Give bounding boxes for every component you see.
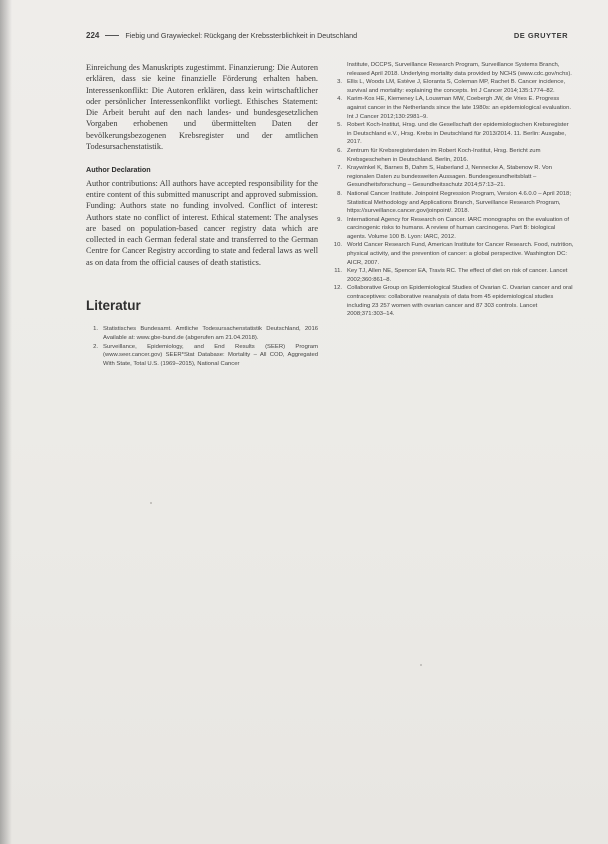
- reference-text: Institute, DCCPS, Surveillance Research Program, Surveillance Systems Branch, released April 2018. Underlying mortality data provided by NCHS (www.cdc.gov/nchs).: [347, 62, 572, 77]
- running-header: [86, 28, 568, 42]
- reference-item: [330, 216, 574, 242]
- reference-item: [330, 95, 574, 121]
- reference-number: 6.: [337, 147, 342, 154]
- page-number: 224: [86, 30, 100, 40]
- reference-number: [330, 61, 347, 78]
- reference-number: 7.: [337, 165, 342, 172]
- reference-item: [330, 61, 574, 78]
- reference-item: [330, 164, 574, 190]
- reference-item: [330, 121, 574, 147]
- reference-text: International Agency for Research on Cancer. IARC monographs on the evaluation of carcinogenic risks to humans. A review of human carcinogens. Part B: biological agents. Volume 100 B. Lyon: IARC, 2012.: [347, 216, 570, 240]
- reference-text: Ellis L, Woods LM, Estève J, Eloranta S, Coleman MP, Rachet B. Cancer incidence, survival and mortality: explaining the concepts. Int J Cancer 2014;135:1774–82.: [347, 79, 566, 94]
- reference-item: [330, 147, 574, 164]
- reference-number: 10.: [333, 242, 342, 249]
- reference-number: 12.: [333, 285, 342, 292]
- reference-item: [330, 241, 574, 267]
- reference-text: Statistisches Bundesamt. Amtliche Todesursachenstatistik Deutschland, 2016 Available at: www.gbe-bund.de (abgerufen am 21.04.2018).: [103, 326, 318, 341]
- right-column: [330, 61, 574, 319]
- reference-number: 5.: [337, 122, 342, 129]
- reference-item: [330, 190, 574, 216]
- declaration-paragraph: Author contributions: All authors have accepted responsibility for the entire content of this submitted manuscript and approved submission. Funding: Authors state no funding involved. Conflict of interest: Authors state no conflict of interest. Ethical statement: The analyses are based on population-based cancer registry data which are collected in each German federal state and transferred to the German Centre for Cancer Registry according to state and federal laws as well as on data from the official causes of death statistics.: [86, 178, 318, 267]
- reference-text: Key TJ, Allen NE, Spencer EA, Travis RC. The effect of diet on risk of cancer. Lancet 2002;360:861–8.: [347, 268, 568, 283]
- publisher-logo: DE GRUYTER: [513, 30, 568, 40]
- scan-dust-speck: [150, 502, 152, 504]
- scan-edge-shadow: [0, 0, 12, 844]
- reference-item: [86, 325, 318, 342]
- intro-paragraph: Einreichung des Manuskripts zugestimmt. Finanzierung: Die Autoren erklären, dass sie keine finanzielle Förderung erhalten haben. Interessenkonflikt: Die Autoren erklären, dass kein wirtschaftlicher oder persönlicher Interessenkonflikt vorliegt. Ethisches Statement: Die Arbeit beruht auf den nach landes- und bundesgesetzlichen Vorgaben erhobenen und übermittelten Daten der bevölkerungsbezogenen Krebsregister und der amtlichen Todesursachenstatistik.: [86, 63, 318, 152]
- reference-number: 3.: [337, 79, 342, 86]
- reference-number: 4.: [337, 96, 342, 103]
- reference-item: [330, 267, 574, 284]
- reference-text: World Cancer Research Fund, American Institute for Cancer Research. Food, nutrition, physical activity, and the prevention of cancer: a global perspective. Washington DC: AICR, 2007.: [347, 242, 574, 266]
- reference-text: Robert Koch-Institut, Hrsg. und die Gesellschaft der epidemiologischen Krebsregister in Deutschland e.V., Hrsg. Krebs in Deutschland für 2013/2014. 11. Berlin: Ausgabe, 2017.: [347, 122, 569, 146]
- reference-text: Zentrum für Krebsregisterdaten im Robert Koch-Institut, Hrsg. Bericht zum Krebsgeschehen in Deutschland. Berlin, 2016.: [347, 147, 541, 163]
- reference-text: Surveillance, Epidemiology, and End Results (SEER) Program (www.seer.cancer.gov) SEER*Stat Database: Mortality – All COD, Aggregated With State, Total U.S. (1969–2015), National Cancer: [103, 343, 318, 367]
- left-column: [86, 62, 318, 368]
- literatur-heading: Literatur: [86, 298, 141, 314]
- reference-text: Collaborative Group on Epidemiological Studies of Ovarian C. Ovarian cancer and oral contraceptives: collaborative reanalysis of data from 45 epidemiological studies including 23 257 women with ovarian cancer and 87 303 controls. Lancet 2008;371:303–14.: [347, 285, 573, 318]
- reference-text: National Cancer Institute. Joinpoint Regression Program, Version 4.6.0.0 – April 2018; Statistical Methodology and Applications Branch, Surveillance Research Program, https://surveillance.cancer.gov/joinpoint/. 2018.: [347, 190, 571, 215]
- scan-dust-speck: [420, 664, 422, 666]
- reference-text: Karim-Kos HE, Kiemeney LA, Louwman MW, Coebergh JW, de Vries E. Progress against cancer in the Netherlands since the late 1980s: an epidemiological evaluation. Int J Cancer 2012;130:2981–9.: [347, 96, 571, 120]
- reference-list-right: [330, 61, 574, 319]
- reference-item: [86, 343, 318, 369]
- reference-text: Kraywinkel K, Barnes B, Dahm S, Haberland J, Nennecke A, Stabenow R. Von regionalen Daten zu bundesweiten Aussagen. Bundesgesundheitsblatt – Gesundheitsforschung – Gesundheitsschutz 2014;57:13–21.: [347, 165, 552, 189]
- reference-number: 8.: [337, 190, 342, 197]
- reference-number: 1.: [93, 326, 98, 333]
- running-title: Fiebig und Graywieckel: Rückgang der Krebssterblichkeit in Deutschland: [125, 30, 358, 40]
- reference-item: [330, 78, 574, 95]
- reference-number: 11.: [334, 268, 342, 275]
- reference-number: 9.: [337, 216, 342, 223]
- reference-number: 2.: [93, 343, 98, 350]
- reference-item: [330, 284, 574, 318]
- header-rule: [105, 35, 119, 36]
- declaration-heading: Author Declaration: [86, 165, 151, 175]
- reference-list-left: [86, 325, 318, 368]
